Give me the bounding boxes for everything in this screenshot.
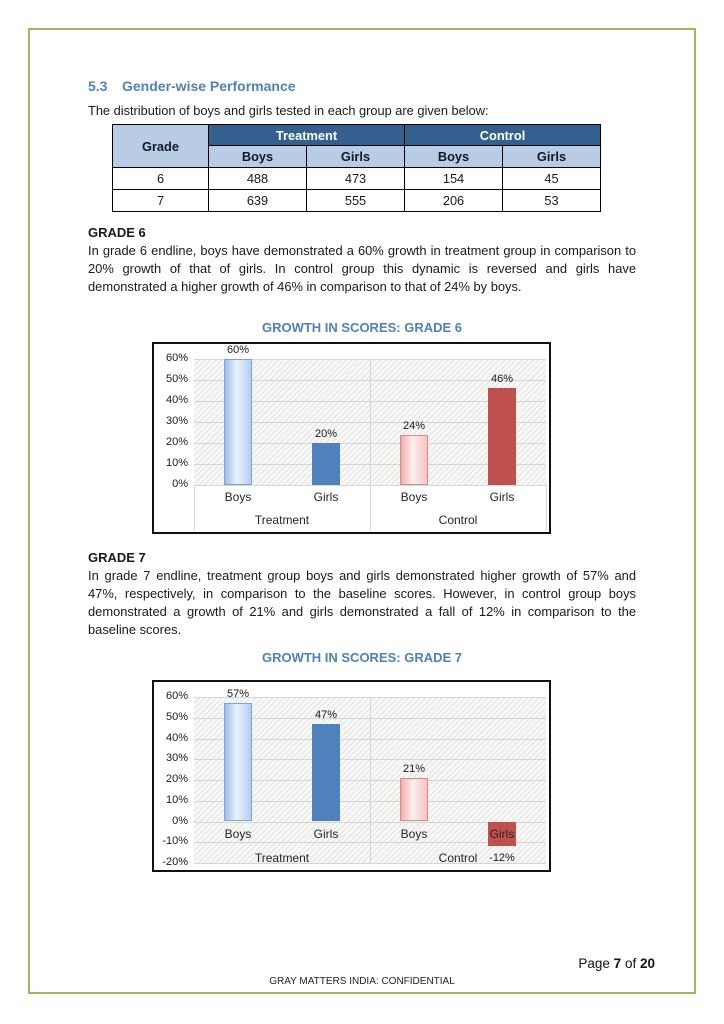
bar-value-label: 20%	[314, 428, 338, 440]
table-cell: 488	[209, 168, 307, 190]
y-axis-tick-label: 30%	[165, 752, 188, 765]
group-label: Control	[438, 513, 478, 527]
footer-page-number	[578, 956, 655, 971]
bar-value-label: 21%	[402, 762, 426, 775]
bar-control-boys	[400, 778, 428, 822]
category-label: Girls	[313, 490, 339, 504]
group-label: Treatment	[254, 851, 310, 865]
table-row	[113, 190, 601, 212]
chart-grade7	[152, 680, 551, 872]
bar-treatment-girls	[312, 724, 340, 822]
section-heading	[88, 78, 636, 94]
y-axis-tick-label: 20%	[165, 773, 188, 785]
table-cell: 53	[503, 190, 601, 212]
category-label: Girls	[489, 826, 515, 841]
chart-grade6	[152, 342, 551, 534]
page-content	[88, 78, 636, 872]
label-area-edge-line	[546, 485, 547, 530]
grade6-heading: GRADE 6	[88, 225, 146, 240]
y-axis-tick-label: -20%	[162, 856, 188, 868]
group-separator-line	[370, 359, 371, 530]
y-axis-tick-label: 10%	[165, 793, 188, 806]
footer-of-word: of	[624, 956, 637, 971]
group-label: Control	[438, 851, 478, 865]
bar-treatment-girls	[312, 443, 340, 485]
y-axis-tick-label: 60%	[165, 690, 188, 702]
table-cell: 639	[209, 190, 307, 212]
label-area-edge-line	[194, 485, 195, 530]
bar-value-label: 57%	[226, 688, 250, 701]
table-cell-grade: 7	[113, 190, 209, 212]
bar-treatment-boys	[224, 359, 252, 485]
table-row	[113, 168, 601, 190]
y-axis-tick-label: 50%	[165, 373, 188, 385]
y-axis-tick-label: 60%	[165, 352, 188, 364]
y-axis-tick-label: 40%	[165, 731, 188, 744]
footer-page-total: 20	[639, 956, 655, 971]
category-label: Boys	[224, 490, 252, 504]
grade7-heading: GRADE 7	[88, 550, 146, 565]
chart-title-grade7: GROWTH IN SCORES: GRADE 7	[261, 650, 463, 665]
category-label: Girls	[489, 490, 515, 504]
table-cell: 154	[405, 168, 503, 190]
bar-value-label: -12%	[489, 852, 515, 865]
group-separator-line	[370, 697, 371, 863]
table-subheader-boys-control: Boys	[405, 146, 503, 168]
section-number: 5.3	[88, 78, 108, 94]
bar-value-label: 47%	[314, 708, 338, 721]
category-label: Girls	[313, 826, 339, 841]
y-axis-tick-label: 0%	[172, 478, 188, 490]
table-cell: 555	[307, 190, 405, 212]
category-label: Boys	[400, 826, 428, 841]
table-header-control: Control	[405, 125, 601, 146]
intro-text: The distribution of boys and girls tested in each group are given below:	[88, 103, 489, 118]
category-label: Boys	[400, 490, 428, 504]
y-axis-tick-label: 0%	[172, 814, 188, 827]
footer-confidential: GRAY MATTERS INDIA: CONFIDENTIAL	[269, 976, 455, 987]
table-subheader-girls-control: Girls	[503, 146, 601, 168]
y-axis-tick-label: 30%	[165, 415, 188, 427]
table-subheader-boys-treatment: Boys	[209, 146, 307, 168]
bar-control-boys	[400, 435, 428, 485]
y-axis-tick-label: 10%	[165, 457, 188, 469]
footer-page-current: 7	[613, 956, 622, 971]
y-axis-tick-label: 50%	[165, 710, 188, 723]
table-header-treatment: Treatment	[209, 125, 405, 146]
group-label: Treatment	[254, 513, 310, 527]
bar-value-label: 46%	[490, 373, 514, 386]
bar-value-label: 60%	[226, 344, 250, 356]
table-cell: 45	[503, 168, 601, 190]
bar-control-girls	[488, 388, 516, 485]
table-cell: 206	[405, 190, 503, 212]
distribution-table	[112, 124, 601, 212]
bar-treatment-boys	[224, 703, 252, 821]
grade7-body: In grade 7 endline, treatment group boys and girls demonstrated higher growth of 57% and 47%, respectively, in comparison to the baseline scores. However, in control group boys demonstrated a growth of 21% and girls demonstrated a fall of 12% in comparison to the baseline scores.	[88, 568, 636, 637]
y-axis-tick-label: -10%	[162, 835, 188, 848]
grade6-body: In grade 6 endline, boys have demonstrated a 60% growth in treatment group in comparison to 20% growth of that of girls. In control group this dynamic is reversed and girls have demonstrated a higher growth of 46% in comparison to that of 24% by boys.	[88, 243, 636, 294]
table-cell: 473	[307, 168, 405, 190]
section-title: Gender-wise Performance	[122, 78, 296, 94]
table-cell-grade: 6	[113, 168, 209, 190]
y-axis-tick-label: 20%	[165, 436, 188, 448]
table-subheader-girls-treatment: Girls	[307, 146, 405, 168]
chart-title-grade6: GROWTH IN SCORES: GRADE 6	[261, 320, 463, 335]
category-label: Boys	[224, 826, 252, 841]
footer-page-word: Page	[578, 956, 610, 971]
y-axis-tick-label: 40%	[165, 394, 188, 406]
table-header-grade: Grade	[113, 125, 209, 168]
bar-value-label: 24%	[402, 419, 426, 432]
